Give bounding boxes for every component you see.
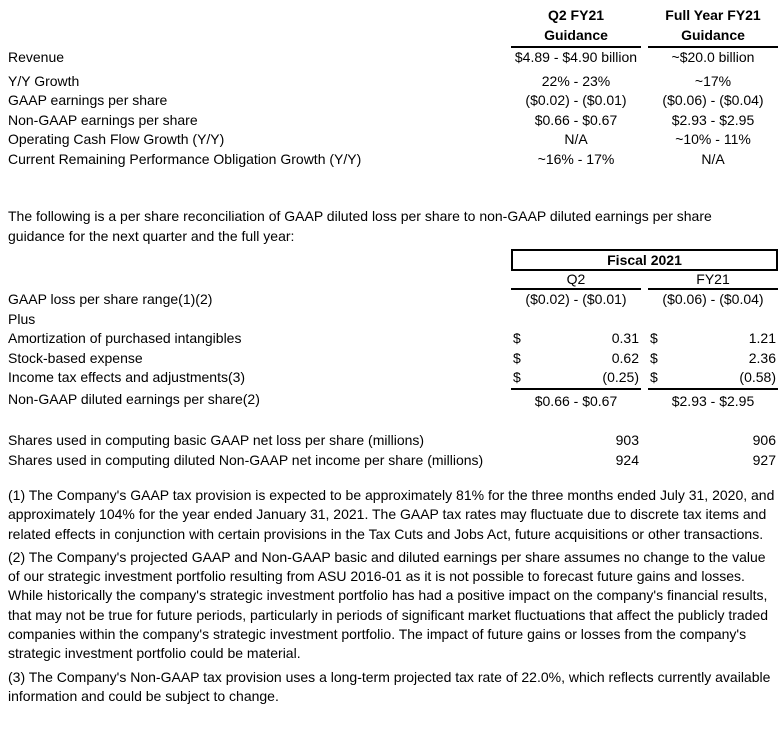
row-label: Amortization of purchased intangibles <box>8 330 242 346</box>
fy-value: $2.93 - $2.95 <box>671 392 755 409</box>
amount: 1.21 <box>748 330 776 346</box>
amount: 2.36 <box>748 349 776 366</box>
col-header-line: Guidance <box>544 26 608 43</box>
row-label: Y/Y Growth <box>8 72 80 89</box>
row-label: Income tax effects and adjustments(3) <box>8 369 246 385</box>
col-header-fy21: FY21 <box>648 271 778 290</box>
fy-value: 906 <box>752 432 776 448</box>
footnote-3: (3) The Company's Non-GAAP tax provision uses a long-term projected tax rate of 22.0%, which reflects currently available information and could be subject to change. <box>8 668 771 704</box>
reconciliation-table <box>8 249 778 411</box>
row-label: Shares used in computing basic GAAP net loss per share (millions) <box>8 432 425 448</box>
row-label: Non-GAAP earnings per share <box>8 111 198 128</box>
fy-value: ($0.06) - ($0.04) <box>662 291 764 307</box>
fy-value: ~17% <box>694 72 732 89</box>
q2-value: $0.66 - $0.67 <box>534 392 618 409</box>
col-header-line: Guidance <box>681 26 745 43</box>
table-row-non-gaap-eps <box>8 111 778 131</box>
fy-value <box>648 368 778 390</box>
table-row-yy-growth <box>8 72 778 92</box>
fy-value: ~10% - 11% <box>675 131 751 147</box>
row-label: Plus <box>8 310 36 327</box>
table-row-gaap-eps <box>8 91 778 111</box>
table-row-crpo-growth <box>8 150 778 170</box>
guidance-table <box>8 6 778 169</box>
q2-value <box>511 349 641 369</box>
q2-value: ($0.02) - ($0.01) <box>525 92 627 108</box>
q2-value: 22% - 23% <box>541 72 611 89</box>
q2-value <box>511 329 641 349</box>
fy-value: ($0.06) - ($0.04) <box>662 92 764 108</box>
q2-value: ~16% - 17% <box>537 150 615 167</box>
currency-symbol: $ <box>513 330 521 346</box>
col-header-full-year-fy21-guidance <box>648 6 778 48</box>
col-header-q2-fy21-guidance <box>511 6 641 48</box>
col-header-line: Full Year FY21 <box>665 7 761 23</box>
fy-value: 927 <box>752 451 776 468</box>
reconciliation-intro-text: The following is a per share reconciliation of GAAP diluted loss per share to non-GAAP diluted earnings per share guidance for the next quarter and the full year: <box>8 208 712 244</box>
currency-symbol: $ <box>650 330 658 346</box>
amount: 0.31 <box>611 330 639 346</box>
currency-symbol: $ <box>650 369 658 385</box>
col-header-q2: Q2 <box>511 271 641 290</box>
table-row-non-gaap-diluted-eps <box>8 390 778 412</box>
reconciliation-subheader-row <box>8 271 778 290</box>
currency-symbol: $ <box>513 369 521 385</box>
q2-value: $0.66 - $0.67 <box>534 111 618 128</box>
row-label: Revenue <box>8 49 65 65</box>
row-label: Stock-based expense <box>8 349 143 366</box>
fy-value: N/A <box>701 150 725 167</box>
table-row-income-tax-effects <box>8 368 778 390</box>
row-label: GAAP loss per share range(1)(2) <box>8 291 213 307</box>
amount: 0.62 <box>611 349 639 366</box>
table-row-revenue <box>8 48 778 68</box>
row-label: Operating Cash Flow Growth (Y/Y) <box>8 131 225 147</box>
row-label: Current Remaining Performance Obligation Growth (Y/Y) <box>8 150 362 167</box>
q2-value: ($0.02) - ($0.01) <box>525 291 627 307</box>
fy-value <box>648 329 778 349</box>
fiscal-2021-group-header: Fiscal 2021 <box>511 249 778 271</box>
table-row-plus <box>8 310 778 330</box>
table-row-gaap-loss-range <box>8 290 778 310</box>
row-label: Shares used in computing diluted Non-GAAP net income per share (millions) <box>8 451 484 468</box>
q2-value: N/A <box>564 131 588 147</box>
col-header-line: Q2 FY21 <box>547 7 605 23</box>
table-row-amortization <box>8 329 778 349</box>
footnotes-section <box>8 486 778 706</box>
amount: (0.25) <box>602 369 639 385</box>
footnote-2: (2) The Company's projected GAAP and Non-GAAP basic and diluted earnings per share assumes no change to the value of our strategic investment portfolio resulting from ASU 2016-01 as it is not possible to forecast future gains and losses. While historically the company's strategic investment portfolio has had a positive impact on the company's financial results, that may not be true for future periods, particularly in periods of significant market fluctuations that affect the publicly traded companies within the company's strategic investment portfolio. The impact of future gains or losses from the company's strategic investment portfolio could be material. <box>8 548 769 662</box>
amount: (0.58) <box>739 369 776 385</box>
q2-value: $4.89 - $4.90 billion <box>514 49 638 65</box>
currency-symbol: $ <box>513 349 521 366</box>
fy-value <box>648 349 778 369</box>
table-row-diluted-shares <box>8 451 778 471</box>
fiscal-2021-header-row <box>8 249 778 271</box>
fy-value: ~$20.0 billion <box>671 49 755 65</box>
share-counts-section <box>8 431 778 470</box>
table-row-basic-shares <box>8 431 778 451</box>
q2-value: 924 <box>615 451 639 468</box>
q2-value: 903 <box>615 432 639 448</box>
table-row-ocf-growth <box>8 130 778 150</box>
row-label: GAAP earnings per share <box>8 92 168 108</box>
currency-symbol: $ <box>650 349 658 366</box>
table-row-stock-based-expense <box>8 349 778 369</box>
q2-value <box>511 368 641 390</box>
guidance-table-header-row <box>8 6 778 48</box>
footnote-1: (1) The Company's GAAP tax provision is expected to be approximately 81% for the three months ended July 31, 2020, and approximately 104% for the year ended January 31, 2021. The GAAP tax rates may fluctuate due to discrete tax items and related effects in conjunction with certain provisions in the Tax Cuts and Jobs Act, future acquisitions or other transactions. <box>8 487 775 542</box>
row-label: Non-GAAP diluted earnings per share(2) <box>8 390 260 407</box>
fy-value: $2.93 - $2.95 <box>671 111 755 128</box>
